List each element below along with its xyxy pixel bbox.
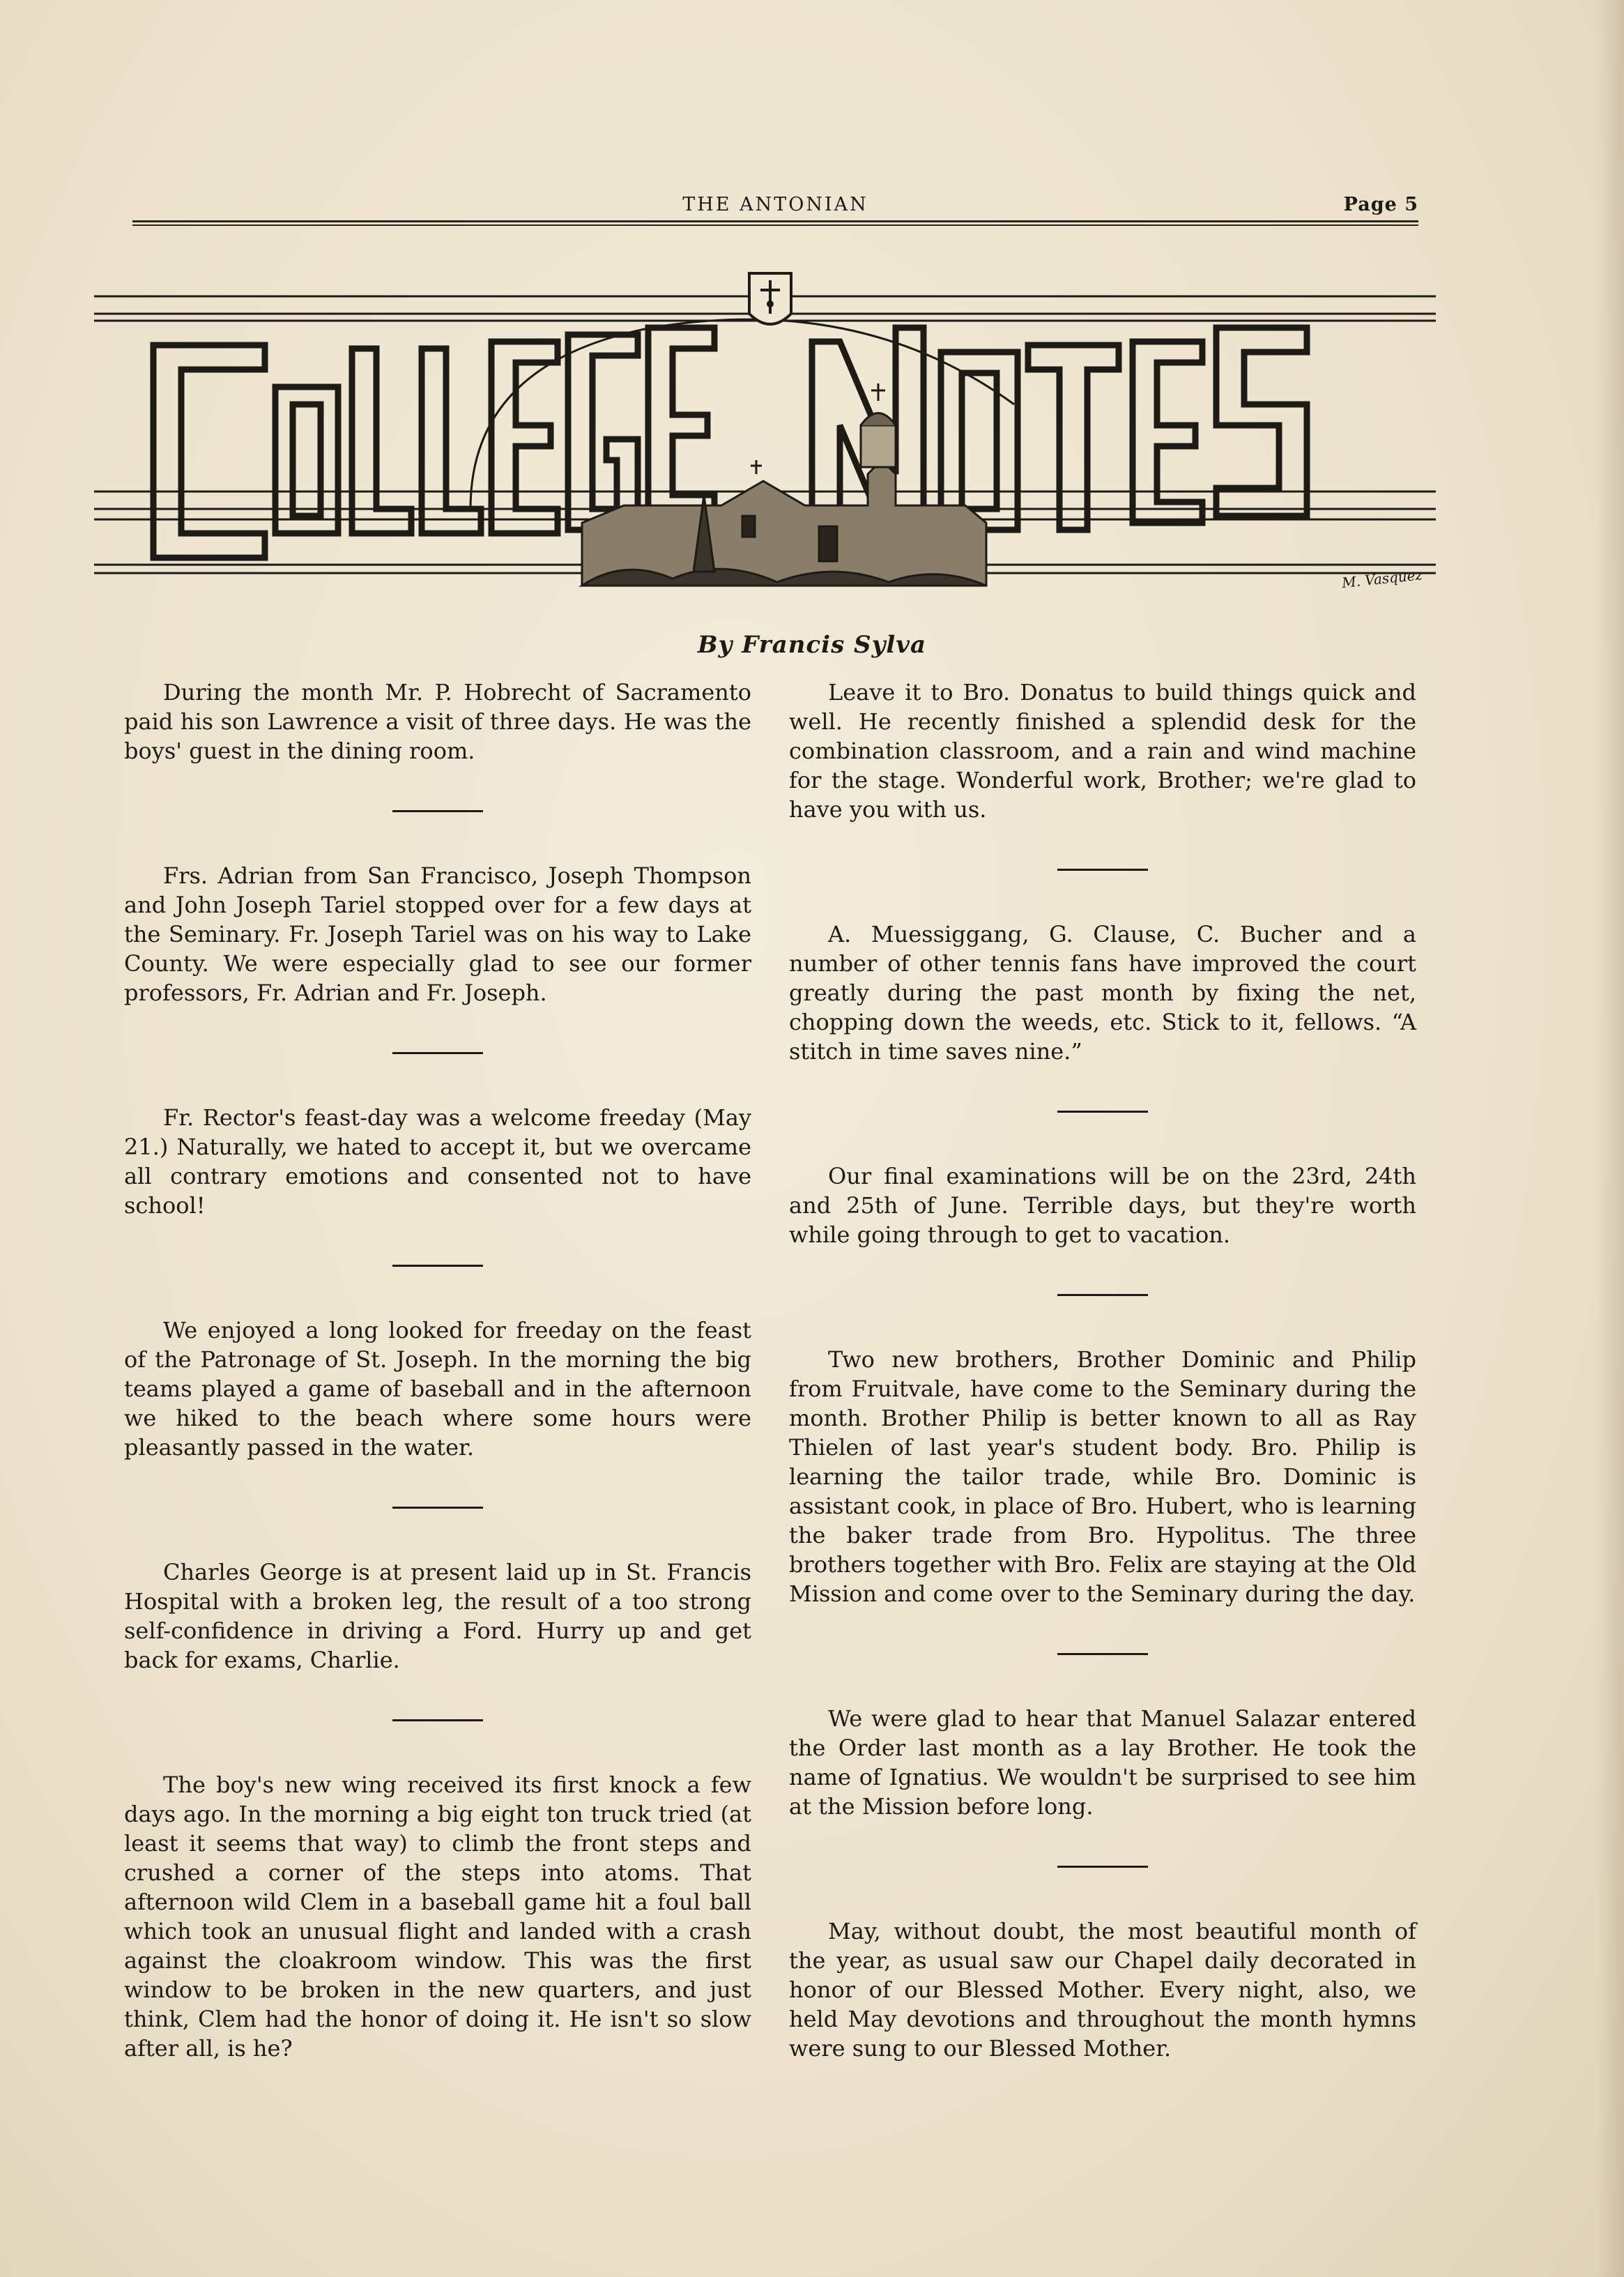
article-paragraph: Our final examinations will be on the 23rd, 24th and 25th of June. Terrible days, but they're worth while going through to get to vacation.: [789, 1163, 1416, 1248]
right-column: [789, 678, 1416, 2063]
header-rule: [132, 220, 1418, 222]
page-edge-shadow: [1596, 0, 1624, 2277]
section-separator: [1057, 1653, 1148, 1655]
section-separator: [392, 1052, 483, 1054]
header-rule-thin: [132, 224, 1418, 226]
article-paragraph: The boy's new wing received its first knock a few days ago. In the morning a big eight ton truck tried (at least it seems that way) to climb the front steps and crushed a corner of the steps into atoms. That afternoon wild Clem in a baseball game hit a foul ball which took an unusual flight and landed with a crash against the cloakroom window. This was the first window to be broken in the new quarters, and just think, Clem had the honor of doing it. He isn't so slow after all, is he?: [124, 1772, 751, 2062]
article-paragraph: During the month Mr. P. Hobrecht of Sacramento paid his son Lawrence a visit of three days. He was the boys' guest in the dining room.: [124, 679, 751, 764]
article-paragraph: Fr. Rector's feast-day was a welcome freeday (May 21.) Naturally, we hated to accept it, but we overcame all contrary emotions and consented not to have school!: [124, 1104, 751, 1219]
section-separator: [1057, 1866, 1148, 1868]
article-paragraph: A. Muessiggang, G. Clause, C. Bucher and a number of other tennis fans have improved the court greatly during the past month by fixing the net, chopping down the weeds, etc. Stick to it, fellows. “A stitch in time saves nine.”: [789, 921, 1416, 1065]
section-separator: [1057, 869, 1148, 871]
left-column: [124, 678, 751, 2063]
article-paragraph: Frs. Adrian from San Francisco, Joseph Thompson and John Joseph Tariel stopped over for a few days at the Seminary. Fr. Joseph Tariel was on his way to Lake County. We were especially glad to see our former professors, Fr. Adrian and Fr. Joseph.: [124, 862, 751, 1006]
section-separator: [392, 1265, 483, 1267]
section-separator: [1057, 1111, 1148, 1113]
article-paragraph: We enjoyed a long looked for freeday on the feast of the Patronage of St. Joseph. In the morning the big teams played a game of baseball and in the afternoon we hiked to the beach where some hours were pleasantly passed in the water.: [124, 1317, 751, 1461]
byline: By Francis Sylva: [697, 631, 927, 659]
publication-title: THE ANTONIAN: [682, 194, 868, 215]
section-separator: [392, 1719, 483, 1721]
page-number: Page 5: [1343, 194, 1418, 215]
article-paragraph: Two new brothers, Brother Dominic and Philip from Fruitvale, have come to the Seminary during the month. Brother Philip is better known to all as Ray Thielen of last year's student body. Bro. Philip is learning the tailor trade, while Bro. Dominic is assistant cook, in place of Bro. Hubert, who is learning the baker trade from Bro. Hypolitus. The three brothers together with Bro. Felix are staying at the Old Mission and come over to the Seminary during the day.: [789, 1346, 1416, 1607]
college-notes-banner: [94, 265, 1436, 607]
running-head: [132, 188, 1418, 223]
article-paragraph: Leave it to Bro. Donatus to build things quick and well. He recently finished a splendid desk for the combination classroom, and a rain and wind machine for the stage. Wonderful work, Brother; we're glad to have you with us.: [789, 679, 1416, 823]
article-paragraph: May, without doubt, the most beautiful month of the year, as usual saw our Chapel daily decorated in honor of our Blessed Mother. Every night, also, we held May devotions and throughout the month hymns were sung to our Blessed Mother.: [789, 1918, 1416, 2062]
article-paragraph: Charles George is at present laid up in St. Francis Hospital with a broken leg, the result of a too strong self-confidence in driving a Ford. Hurry up and get back for exams, Charlie.: [124, 1559, 751, 1673]
section-separator: [1057, 1294, 1148, 1296]
section-separator: [392, 1507, 483, 1509]
section-separator: [392, 810, 483, 812]
crest-shield-icon: [749, 273, 791, 324]
artist-signature: M. Vasquez: [1341, 566, 1423, 591]
college-notes-banner-art: [94, 265, 1436, 607]
article-paragraph: We were glad to hear that Manuel Salazar entered the Order last month as a lay Brother. He took the name of Ignatius. We wouldn't be surprised to see him at the Mission before long.: [789, 1705, 1416, 1820]
